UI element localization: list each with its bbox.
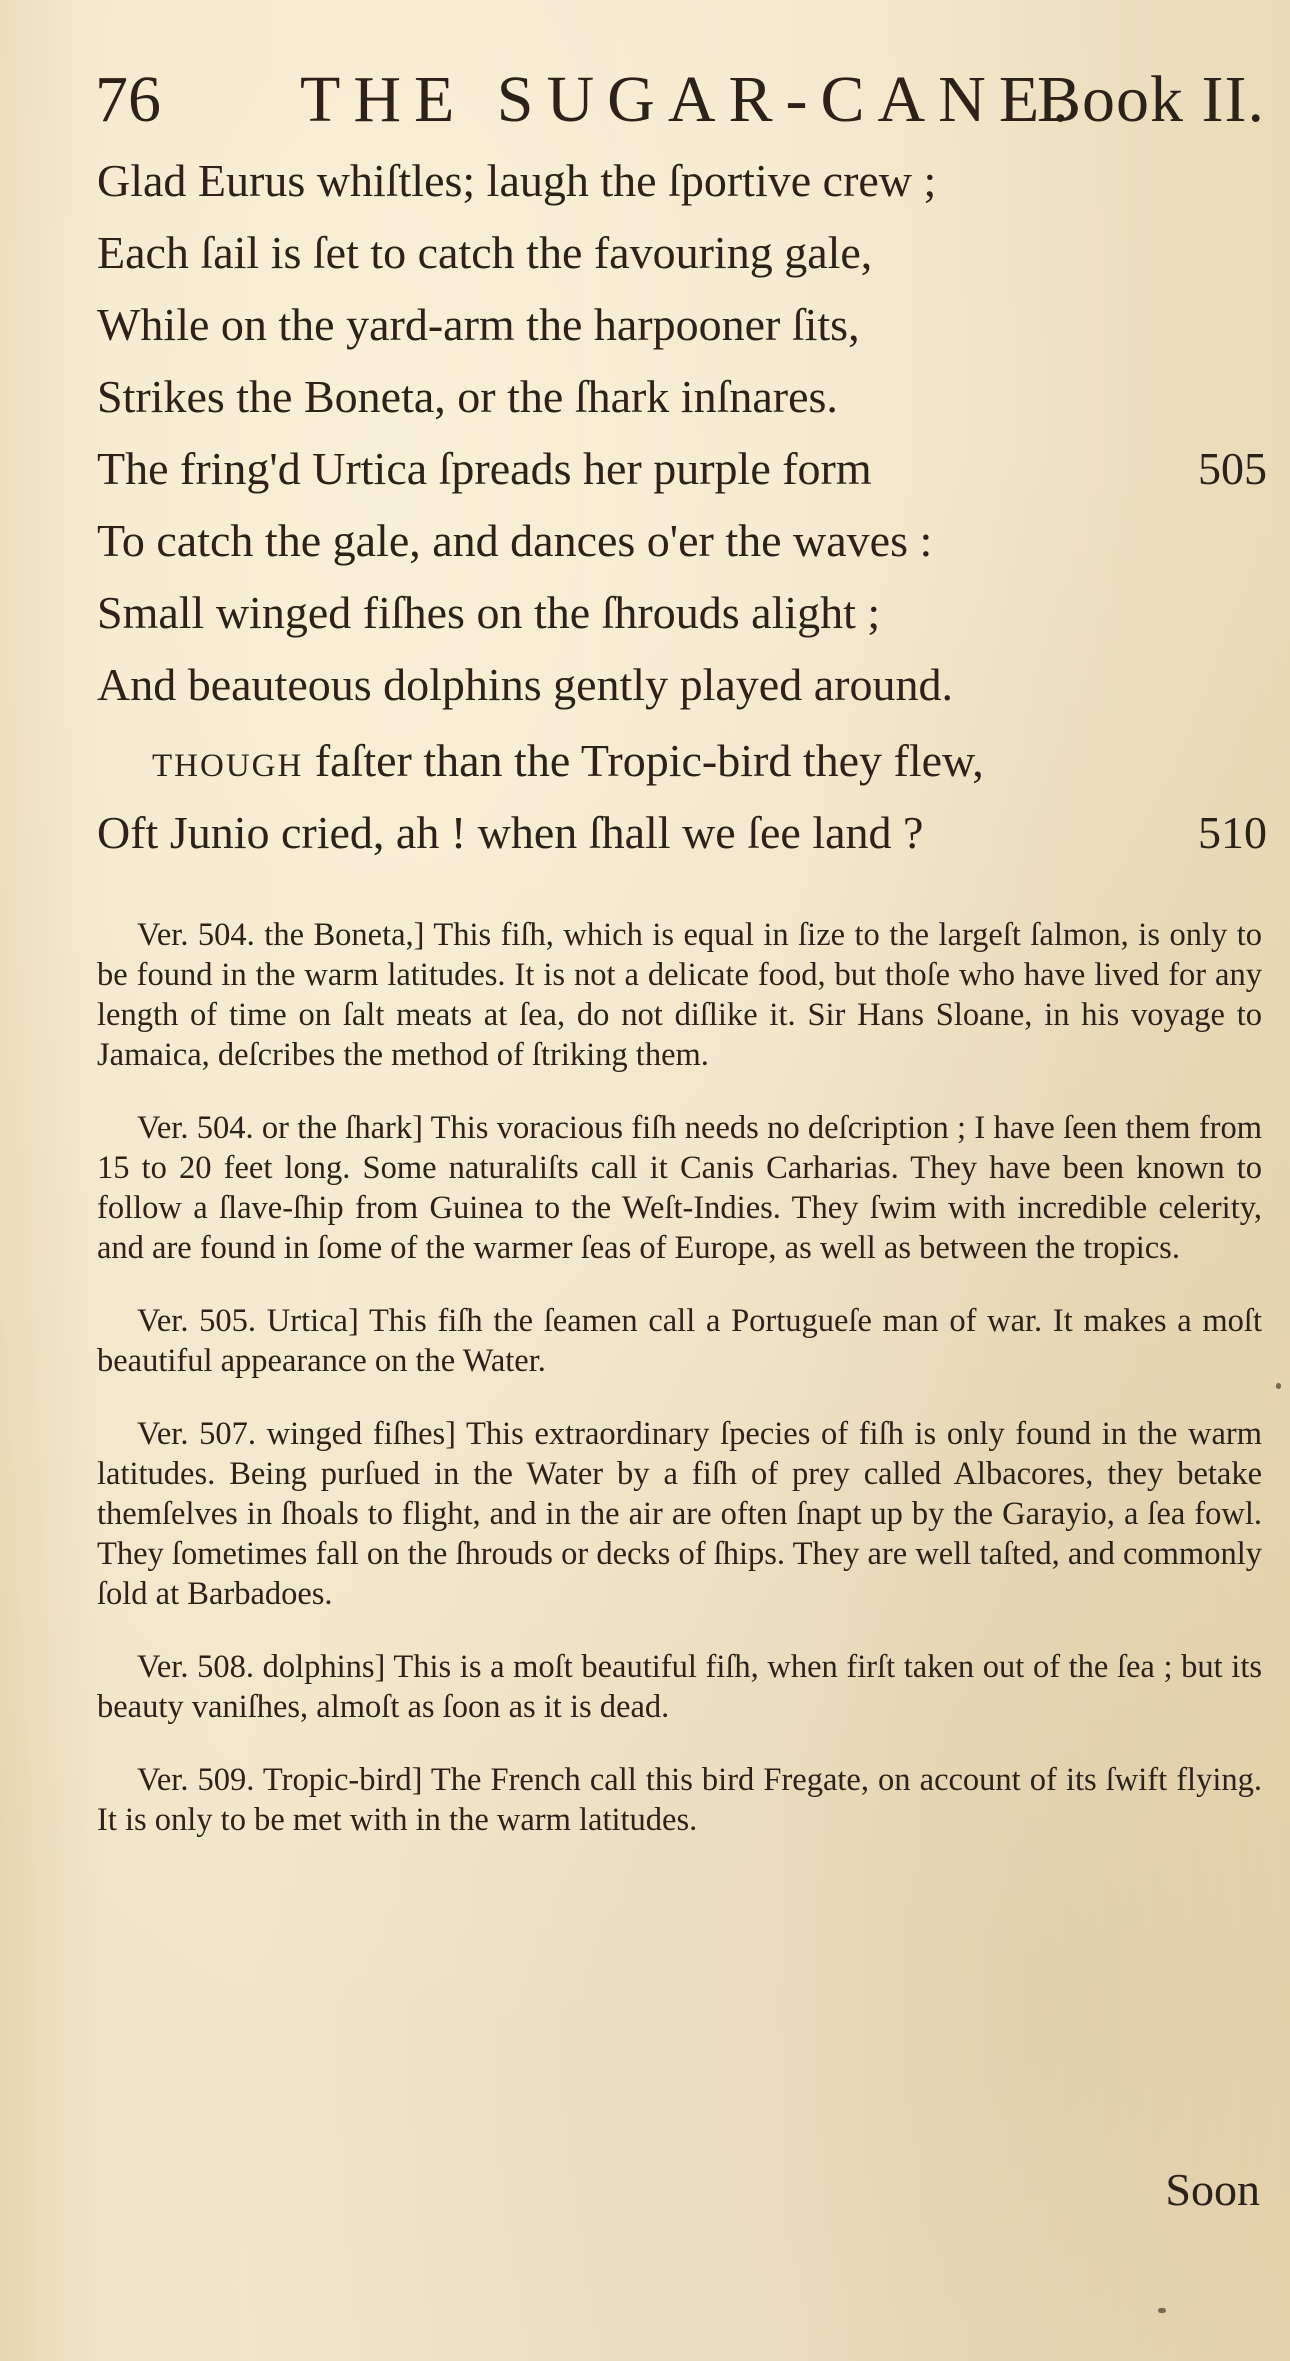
book-label: Book II.	[1037, 63, 1265, 136]
verse-text: Each ſail is ſet to catch the favouring gale,	[97, 227, 873, 278]
footnote: Ver. 507. winged fiſhes] This extraordinary ſpecies of fiſh is only found in the warm latitudes. Being purſued in the Water by a fiſh of prey called Albacores, they betake themſelves in ſhoals to flight, and in the air are often ſnapt up by the Garayio, a ſea fowl. They ſometimes fall on the ſhrouds or decks of ſhips. They are well taſted, and commonly ſold at Barbadoes.	[97, 1416, 1262, 1612]
verse-block	[97, 145, 1267, 721]
verse-line	[97, 289, 1267, 361]
verse-line	[97, 145, 1267, 217]
verse-text: To catch the gale, and dances o'er the waves :	[97, 515, 933, 566]
verse-line	[97, 361, 1267, 433]
line-number: 505	[1198, 443, 1267, 494]
verse-line	[97, 577, 1267, 649]
verse-text: The fring'd Urtica ſpreads her purple form	[97, 443, 872, 494]
verse-text: Oft Junio cried, ah ! when ſhall we ſee land ?	[97, 807, 924, 858]
verse-text: And beauteous dolphins gently played around.	[97, 659, 953, 710]
catchword: Soon	[1165, 2164, 1260, 2215]
ink-speck-decoration	[1276, 1383, 1281, 1389]
running-title: THE SUGAR-CANE.	[300, 63, 1082, 136]
footnote: Ver. 504. the Boneta,] This fiſh, which is equal in ſize to the largeſt ſalmon, is only to be found in the warm latitudes. It is not a delicate food, but thoſe who have lived for any length of time on ſalt meats at ſea, do not diſlike it. Sir Hans Sloane, in his voyage to Jamaica, deſcribes the method of ſtriking them.	[97, 917, 1262, 1073]
running-header	[95, 50, 1265, 150]
page-number: 76	[95, 63, 161, 136]
verse-line	[97, 725, 1267, 797]
footnotes	[97, 915, 1262, 1873]
verse-line	[97, 649, 1267, 721]
footnote: Ver. 508. dolphins] This is a moſt beautiful fiſh, when firſt taken out of the ſea ; but its beauty vaniſhes, almoſt as ſoon as it is dead.	[97, 1649, 1262, 1725]
verse-text: Strikes the Boneta, or the ſhark inſnares.	[97, 371, 838, 422]
small-caps-opening: THOUGH	[152, 748, 304, 784]
footnote: Ver. 504. or the ſhark] This voracious fiſh needs no deſcription ; I have ſeen them from 15 to 20 feet long. Some naturaliſts call it Canis Carharias. They have been known to follow a ſlave-ſhip from Guinea to the Weſt-Indies. They ſwim with incredible celerity, and are found in ſome of the warmer ſeas of Europe, as well as between the tropics.	[97, 1110, 1262, 1266]
verse-text: Small winged fiſhes on the ſhrouds alight ;	[97, 587, 881, 638]
verse-line	[97, 797, 1267, 869]
verse-line	[97, 505, 1267, 577]
verse-block-second	[97, 725, 1267, 869]
verse-line	[97, 433, 1267, 505]
verse-text: faſter than the Tropic-bird they flew,	[303, 735, 984, 786]
footnote: Ver. 509. Tropic-bird] The French call this bird Fregate, on account of its ſwift flying. It is only to be met with in the warm latitudes.	[97, 1762, 1262, 1838]
verse-text: While on the yard-arm the harpooner ſits,	[97, 299, 860, 350]
ink-speck-decoration	[1158, 2308, 1166, 2313]
line-number: 510	[1198, 807, 1267, 858]
verse-line	[97, 217, 1267, 289]
verse-text: Glad Eurus whiſtles; laugh the ſportive crew ;	[97, 155, 937, 206]
footnote: Ver. 505. Urtica] This fiſh the ſeamen call a Portugueſe man of war. It makes a moſt beautiful appearance on the Water.	[97, 1303, 1262, 1379]
